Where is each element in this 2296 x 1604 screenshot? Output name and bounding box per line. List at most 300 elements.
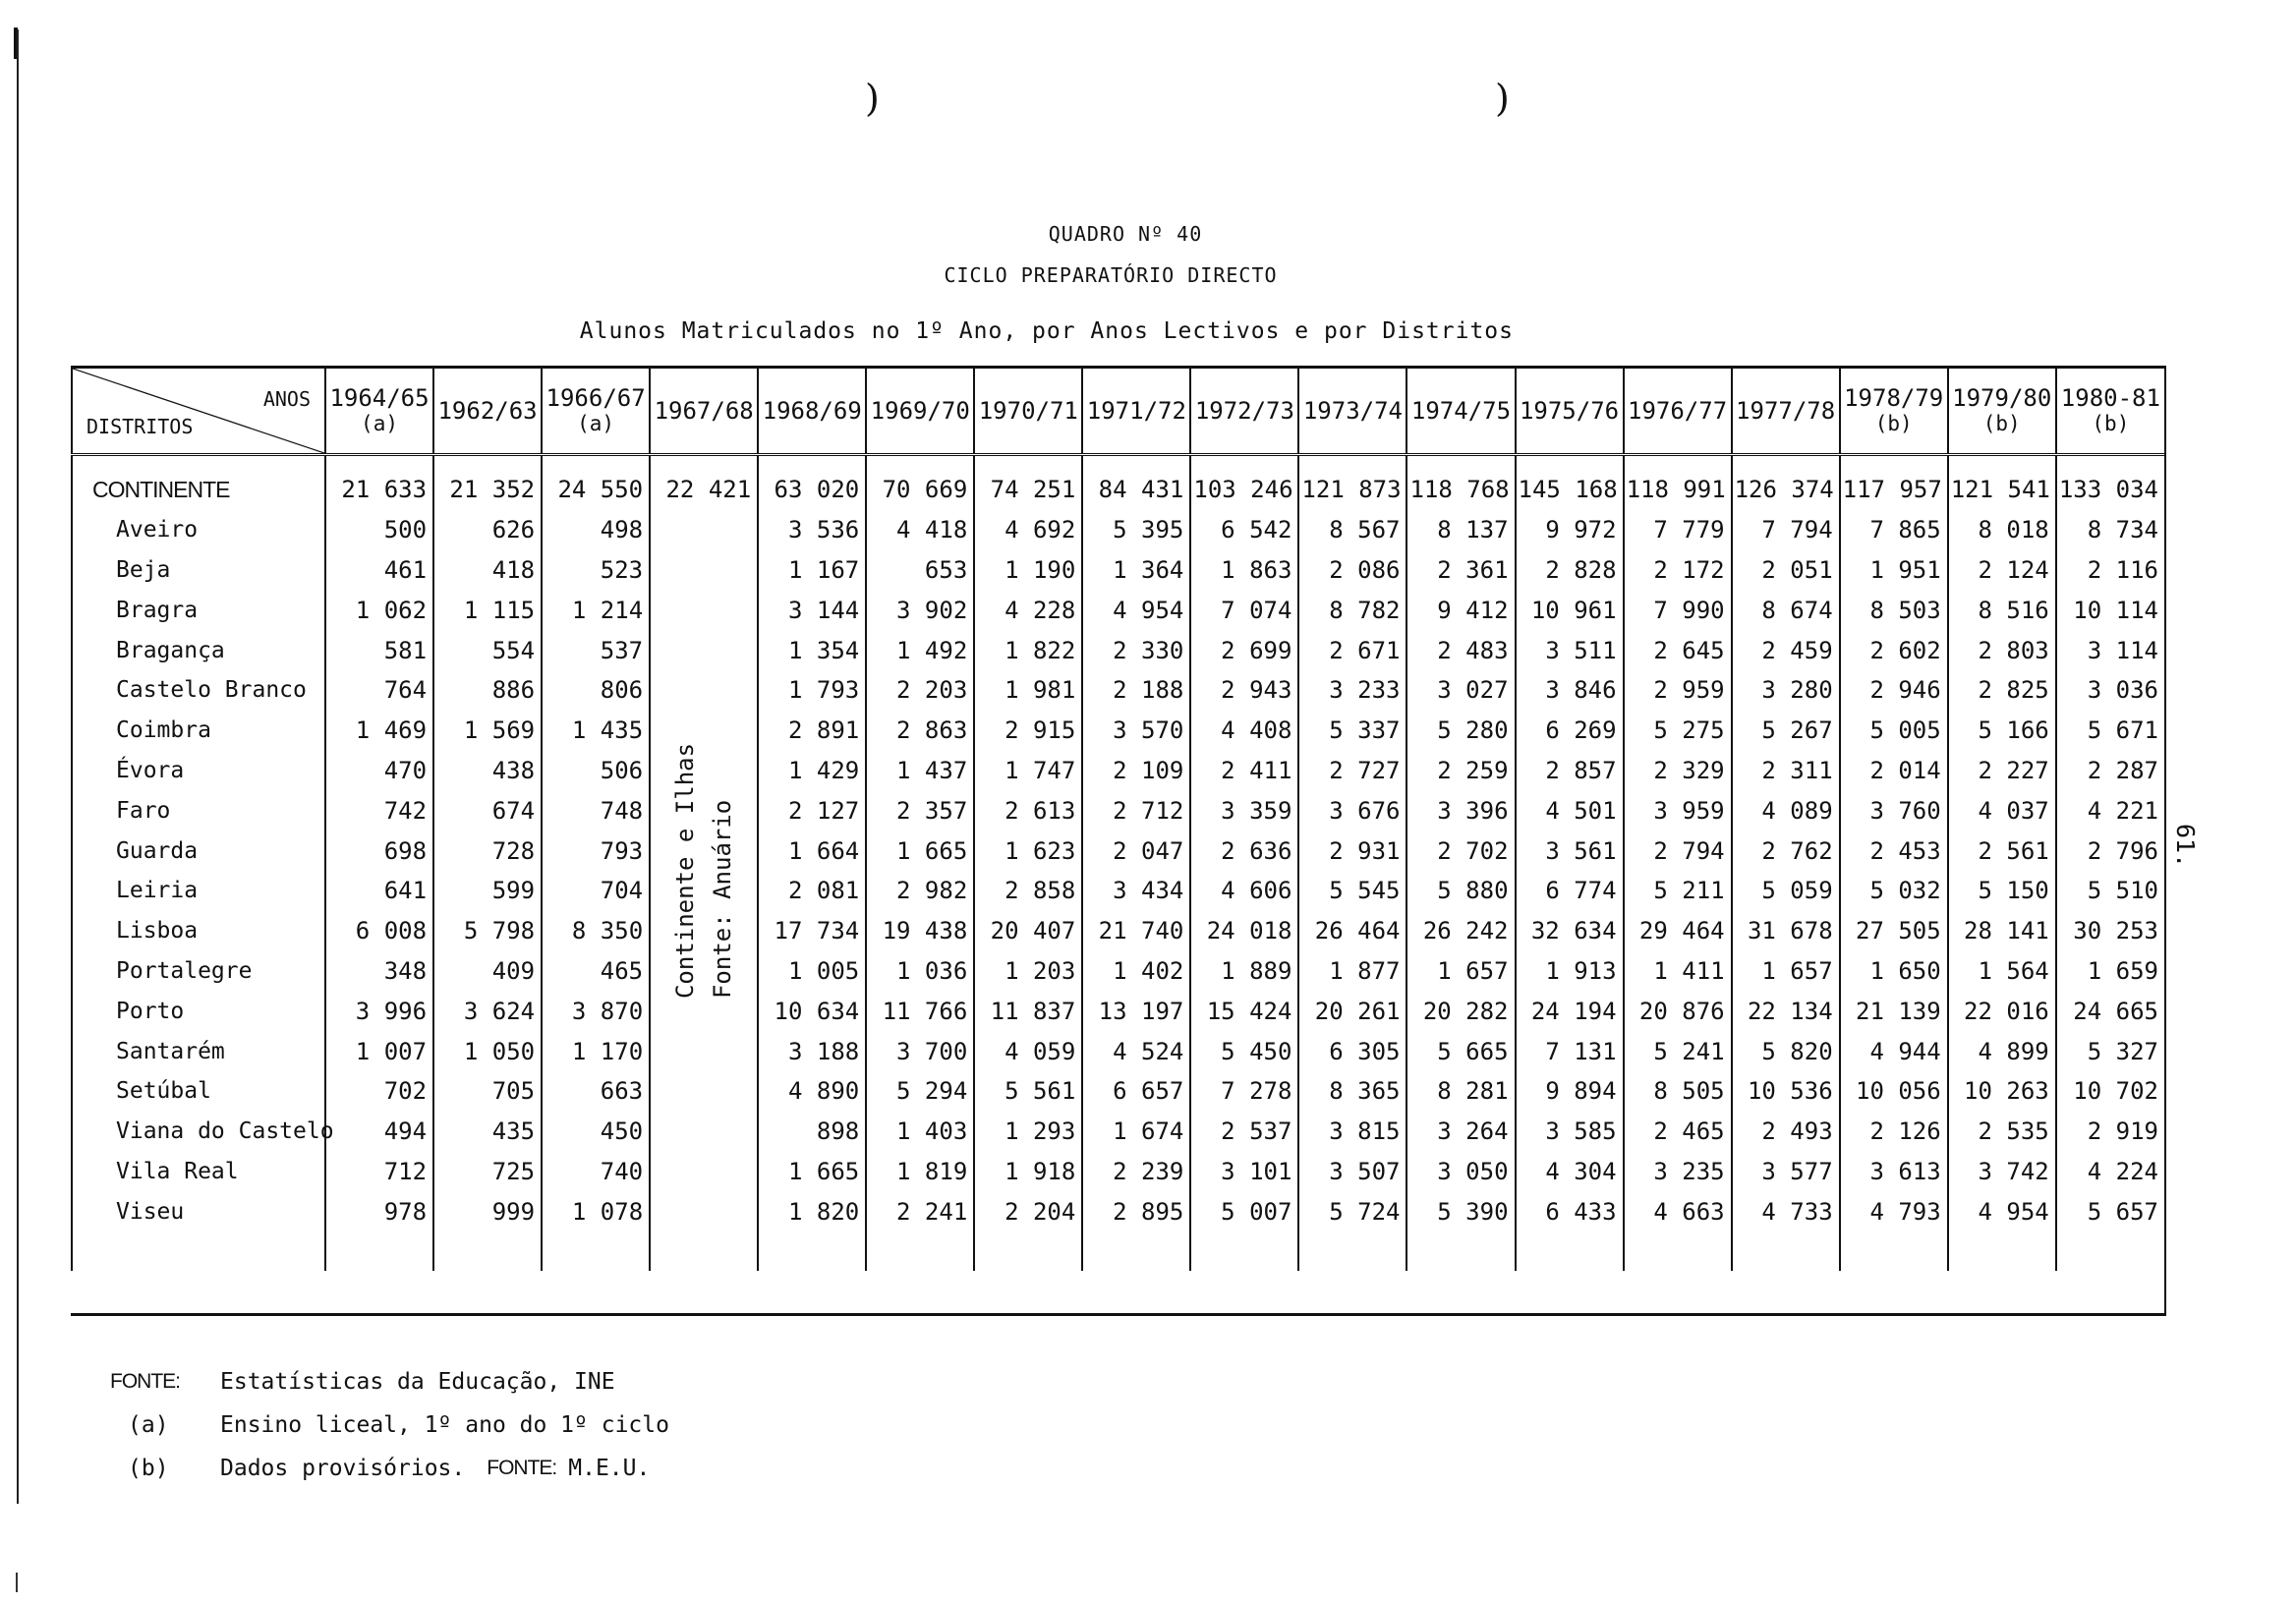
enrollment-value-cell: 3 359: [1190, 790, 1298, 831]
enrollment-value-cell: 2 895: [1082, 1191, 1190, 1232]
enrollment-value-cell: 1 889: [1190, 951, 1298, 992]
enrollment-value-cell: 8 516: [1948, 590, 2056, 630]
enrollment-value-cell: 764: [325, 670, 433, 711]
year-column-header: [1840, 368, 1948, 455]
enrollment-value-cell: 8 503: [1840, 590, 1948, 630]
enrollment-value-cell: 2 453: [1840, 831, 1948, 871]
enrollment-value-cell: 1 822: [974, 630, 1082, 670]
enrollment-value-cell: 2 124: [1948, 550, 2056, 591]
enrollment-value-cell: 103 246: [1190, 455, 1298, 510]
enrollment-value-cell: 7 074: [1190, 590, 1298, 630]
enrollment-value-cell: 3 585: [1516, 1112, 1624, 1152]
enrollment-value-cell: 5 671: [2056, 711, 2164, 751]
year-column-header: [1190, 368, 1298, 455]
enrollment-value-cell: 2 081: [758, 871, 866, 911]
enrollment-value-cell: 2 493: [1732, 1112, 1840, 1152]
enrollment-value-cell: 3 235: [1624, 1152, 1732, 1192]
enrollment-value-cell: 1 623: [974, 831, 1082, 871]
enrollment-value-cell: 461: [325, 550, 433, 591]
enrollment-value-cell: 2 699: [1190, 630, 1298, 670]
enrollment-value-cell: 4 221: [2056, 790, 2164, 831]
enrollment-value-cell: 2 863: [866, 711, 974, 751]
enrollment-value-cell: 22 421: [650, 455, 758, 510]
enrollment-value-cell: 1 005: [758, 951, 866, 992]
enrollment-value-cell: 3 114: [2056, 630, 2164, 670]
enrollment-value-cell: 500: [325, 510, 433, 550]
enrollment-value-cell: 450: [542, 1112, 650, 1152]
enrollment-value-cell: 663: [542, 1071, 650, 1112]
enrollment-value-cell: 1 819: [866, 1152, 974, 1192]
enrollment-value-cell: 8 137: [1406, 510, 1515, 550]
enrollment-value-cell: 4 733: [1732, 1191, 1840, 1232]
source-note-line-2: Fonte: Anuário: [709, 799, 737, 1000]
enrollment-value-cell: 1 078: [542, 1191, 650, 1232]
enrollment-value-cell: 3 760: [1840, 790, 1948, 831]
footnote-source: [110, 1360, 669, 1404]
year-note: (b): [1874, 412, 1913, 435]
enrollment-value-cell: 118 768: [1406, 455, 1515, 510]
enrollment-value-cell: 494: [325, 1112, 433, 1152]
year-column-header: [325, 368, 433, 455]
enrollment-value-cell: 11 766: [866, 991, 974, 1031]
enrollment-value-cell: 2 702: [1406, 831, 1515, 871]
enrollment-value-cell: 20 261: [1298, 991, 1406, 1031]
enrollment-value-cell: 418: [433, 550, 542, 591]
enrollment-value-cell: 2 051: [1732, 550, 1840, 591]
enrollment-value-cell: 1 190: [974, 550, 1082, 591]
year-column-header: [650, 368, 758, 455]
enrollment-value-cell: 1 115: [433, 590, 542, 630]
year-label: 1976/77: [1628, 397, 1728, 425]
enrollment-value-cell: 3 101: [1190, 1152, 1298, 1192]
enrollment-value-cell: 7 865: [1840, 510, 1948, 550]
enrollment-value-cell: 21 352: [433, 455, 542, 510]
enrollment-value-cell: 32 634: [1516, 911, 1624, 951]
enrollment-value-cell: 725: [433, 1152, 542, 1192]
year-label: 1968/69: [762, 397, 862, 425]
enrollment-value-cell: 1 650: [1840, 951, 1948, 992]
enrollment-value-cell: 2 329: [1624, 751, 1732, 791]
year-column-header: [758, 368, 866, 455]
enrollment-value-cell: 6 542: [1190, 510, 1298, 550]
district-row: [72, 510, 2164, 550]
enrollment-value-cell: 5 450: [1190, 1031, 1298, 1071]
district-name: Setúbal: [72, 1071, 325, 1112]
enrollment-value-cell: 2 915: [974, 711, 1082, 751]
year-label: 1962/63: [437, 397, 538, 425]
year-label: 1966/67: [545, 384, 646, 412]
enrollment-value-cell: 6 305: [1298, 1031, 1406, 1071]
district-row: [72, 1191, 2164, 1232]
enrollment-value-cell: 4 501: [1516, 790, 1624, 831]
enrollment-value-cell: 4 663: [1624, 1191, 1732, 1232]
enrollment-value-cell: 5 280: [1406, 711, 1515, 751]
enrollment-value-cell: 2 794: [1624, 831, 1732, 871]
spacer-cell: [1732, 1232, 1840, 1271]
enrollment-value-cell: 9 894: [1516, 1071, 1624, 1112]
enrollment-value-cell: 4 899: [1948, 1031, 2056, 1071]
enrollment-value-cell: 5 665: [1406, 1031, 1515, 1071]
enrollment-value-cell: 1 820: [758, 1191, 866, 1232]
enrollment-value-cell: 10 263: [1948, 1071, 2056, 1112]
enrollment-value-cell: 3 280: [1732, 670, 1840, 711]
enrollment-value-cell: 2 803: [1948, 630, 2056, 670]
enrollment-value-cell: 1 050: [433, 1031, 542, 1071]
enrollment-value-cell: 9 412: [1406, 590, 1515, 630]
district-row: [72, 991, 2164, 1031]
district-row: [72, 751, 2164, 791]
enrollment-value-cell: 2 172: [1624, 550, 1732, 591]
enrollment-value-cell: 999: [433, 1191, 542, 1232]
enrollment-value-cell: 10 961: [1516, 590, 1624, 630]
enrollment-value-cell: 712: [325, 1152, 433, 1192]
enrollment-value-cell: 70 669: [866, 455, 974, 510]
enrollment-value-cell: 1 747: [974, 751, 1082, 791]
enrollment-value-cell: 63 020: [758, 455, 866, 510]
year-label: 1967/68: [654, 397, 754, 425]
enrollment-value-cell: 3 870: [542, 991, 650, 1031]
enrollment-value-cell: 498: [542, 510, 650, 550]
enrollment-value-cell: 2 126: [1840, 1112, 1948, 1152]
district-row: [72, 1112, 2164, 1152]
enrollment-value-cell: 2 204: [974, 1191, 1082, 1232]
district-name: Santarém: [72, 1031, 325, 1071]
year-note: (a): [361, 412, 398, 435]
enrollment-value-cell: 5 561: [974, 1071, 1082, 1112]
district-name: Vila Real: [72, 1152, 325, 1192]
enrollment-value-cell: 1 062: [325, 590, 433, 630]
enrollment-value-cell: 17 734: [758, 911, 866, 951]
enrollment-value-cell: 2 645: [1624, 630, 1732, 670]
enrollment-value-cell: 1 036: [866, 951, 974, 992]
year-note: (a): [577, 412, 615, 435]
spacer-cell: [866, 1232, 974, 1271]
year-label: 1972/73: [1194, 397, 1294, 425]
enrollment-value-cell: 1 403: [866, 1112, 974, 1152]
spacer-cell: [1516, 1232, 1624, 1271]
enrollment-value-cell: 8 505: [1624, 1071, 1732, 1112]
district-row: [72, 670, 2164, 711]
enrollment-value-cell: 506: [542, 751, 650, 791]
footnote-a: [110, 1404, 669, 1447]
year-column-header: [542, 368, 650, 455]
year-label: 1978/79: [1844, 384, 1944, 412]
enrollment-value-cell: 26 242: [1406, 911, 1515, 951]
enrollment-value-cell: 742: [325, 790, 433, 831]
enrollment-value-cell: 8 674: [1732, 590, 1840, 630]
spacer-cell: [1082, 1232, 1190, 1271]
enrollment-value-cell: 2 361: [1406, 550, 1515, 591]
enrollment-value-cell: 13 197: [1082, 991, 1190, 1031]
source-note-cell: [650, 510, 758, 1232]
enrollment-value-cell: 2 188: [1082, 670, 1190, 711]
district-name: Aveiro: [72, 510, 325, 550]
enrollment-value-cell: 523: [542, 550, 650, 591]
footnote-b-source-label: FONTE:: [487, 1457, 557, 1479]
enrollment-value-cell: 674: [433, 790, 542, 831]
table-body: [72, 455, 2164, 1272]
year-column-header: [1948, 368, 2056, 455]
enrollment-value-cell: 2 943: [1190, 670, 1298, 711]
enrollment-value-cell: 2 857: [1516, 751, 1624, 791]
enrollment-value-cell: 3 846: [1516, 670, 1624, 711]
district-name: Bragança: [72, 630, 325, 670]
spacer-cell: [542, 1232, 650, 1271]
enrollment-value-cell: 3 700: [866, 1031, 974, 1071]
enrollment-value-cell: 728: [433, 831, 542, 871]
year-label: 1977/78: [1736, 397, 1836, 425]
year-column-header: [1732, 368, 1840, 455]
enrollment-value-cell: 978: [325, 1191, 433, 1232]
enrollment-value-cell: 1 664: [758, 831, 866, 871]
enrollment-value-cell: 5 657: [2056, 1191, 2164, 1232]
district-name: Portalegre: [72, 951, 325, 992]
district-name: Bragra: [72, 590, 325, 630]
enrollment-value-cell: 3 570: [1082, 711, 1190, 751]
footnote-b-source-text: M.E.U.: [568, 1456, 651, 1481]
enrollment-value-cell: 145 168: [1516, 455, 1624, 510]
enrollment-value-cell: 1 364: [1082, 550, 1190, 591]
enrollment-value-cell: 898: [758, 1112, 866, 1152]
district-row: [72, 1071, 2164, 1112]
enrollment-value-cell: 5 032: [1840, 871, 1948, 911]
enrollment-value-cell: 2 982: [866, 871, 974, 911]
source-note-line-1: Continente e Ilhas: [671, 742, 700, 1000]
enrollment-value-cell: 409: [433, 951, 542, 992]
year-column-header: [974, 368, 1082, 455]
enrollment-value-cell: 4 224: [2056, 1152, 2164, 1192]
enrollment-value-cell: 4 524: [1082, 1031, 1190, 1071]
enrollment-value-cell: 2 825: [1948, 670, 2056, 711]
district-name: CONTINENTE: [72, 455, 325, 510]
enrollment-value-cell: 465: [542, 951, 650, 992]
district-row: [72, 871, 2164, 911]
enrollment-value-cell: 5 059: [1732, 871, 1840, 911]
enrollment-value-cell: 2 796: [2056, 831, 2164, 871]
enrollment-value-cell: 2 613: [974, 790, 1082, 831]
district-name: Faro: [72, 790, 325, 831]
spacer-cell: [325, 1232, 433, 1271]
enrollment-value-cell: 1 793: [758, 670, 866, 711]
footnotes: [110, 1360, 669, 1490]
enrollment-value-cell: 2 712: [1082, 790, 1190, 831]
year-note: (b): [2092, 412, 2130, 435]
continent-total-row: [72, 455, 2164, 510]
spacer-cell: [1190, 1232, 1298, 1271]
enrollment-value-cell: 7 278: [1190, 1071, 1298, 1112]
enrollment-value-cell: 748: [542, 790, 650, 831]
footnote-b-text: Dados provisórios.: [220, 1456, 466, 1481]
enrollment-value-cell: 3 676: [1298, 790, 1406, 831]
enrollment-value-cell: 5 510: [2056, 871, 2164, 911]
enrollment-value-cell: 4 408: [1190, 711, 1298, 751]
enrollment-value-cell: 3 050: [1406, 1152, 1515, 1192]
enrollment-value-cell: 1 951: [1840, 550, 1948, 591]
enrollment-value-cell: 2 411: [1190, 751, 1298, 791]
enrollment-value-cell: 1 354: [758, 630, 866, 670]
enrollment-value-cell: 2 636: [1190, 831, 1298, 871]
enrollment-value-cell: 5 820: [1732, 1031, 1840, 1071]
enrollment-value-cell: 84 431: [1082, 455, 1190, 510]
spacer-cell: [1948, 1232, 2056, 1271]
enrollment-value-cell: 1 469: [325, 711, 433, 751]
table-header-row: [72, 368, 2164, 455]
enrollment-value-cell: 348: [325, 951, 433, 992]
enrollment-value-cell: 1 435: [542, 711, 650, 751]
enrollment-value-cell: 1 981: [974, 670, 1082, 711]
enrollment-value-cell: 7 794: [1732, 510, 1840, 550]
spacer-cell: [1406, 1232, 1515, 1271]
enrollment-value-cell: 2 727: [1298, 751, 1406, 791]
enrollment-value-cell: 599: [433, 871, 542, 911]
enrollment-value-cell: 1 411: [1624, 951, 1732, 992]
district-name: Viana do Castelo: [72, 1112, 325, 1152]
district-row: [72, 911, 2164, 951]
enrollment-value-cell: 438: [433, 751, 542, 791]
footnote-b-label: (b): [128, 1456, 169, 1481]
footnote-source-text: Estatísticas da Educação, INE: [220, 1369, 615, 1395]
spacer-cell: [72, 1232, 325, 1271]
district-row: [72, 951, 2164, 992]
enrollment-value-cell: 1 564: [1948, 951, 2056, 992]
year-column-header: [1406, 368, 1515, 455]
enrollment-value-cell: 626: [433, 510, 542, 550]
enrollment-value-cell: 1 657: [1406, 951, 1515, 992]
enrollment-value-cell: 2 086: [1298, 550, 1406, 591]
enrollment-value-cell: 31 678: [1732, 911, 1840, 951]
district-row: [72, 630, 2164, 670]
enrollment-value-cell: 2 946: [1840, 670, 1948, 711]
enrollment-value-cell: 20 876: [1624, 991, 1732, 1031]
district-name: Lisboa: [72, 911, 325, 951]
district-name: Beja: [72, 550, 325, 591]
enrollment-value-cell: 10 114: [2056, 590, 2164, 630]
enrollment-value-cell: 3 188: [758, 1031, 866, 1071]
enrollment-value-cell: 24 550: [542, 455, 650, 510]
enrollment-value-cell: 2 239: [1082, 1152, 1190, 1192]
year-label: 1980-81: [2060, 384, 2160, 412]
enrollment-value-cell: 554: [433, 630, 542, 670]
enrollment-value-cell: 2 537: [1190, 1112, 1298, 1152]
enrollment-value-cell: 29 464: [1624, 911, 1732, 951]
enrollment-table-container: [71, 366, 2166, 1316]
enrollment-value-cell: 28 141: [1948, 911, 2056, 951]
enrollment-value-cell: 8 365: [1298, 1071, 1406, 1112]
enrollment-value-cell: 21 139: [1840, 991, 1948, 1031]
enrollment-value-cell: 5 007: [1190, 1191, 1298, 1232]
enrollment-value-cell: 9 972: [1516, 510, 1624, 550]
enrollment-value-cell: 641: [325, 871, 433, 911]
year-column-header: [1624, 368, 1732, 455]
enrollment-value-cell: 702: [325, 1071, 433, 1112]
enrollment-value-cell: 22 134: [1732, 991, 1840, 1031]
enrollment-value-cell: 653: [866, 550, 974, 591]
enrollment-value-cell: 806: [542, 670, 650, 711]
enrollment-value-cell: 2 959: [1624, 670, 1732, 711]
enrollment-value-cell: 3 536: [758, 510, 866, 550]
corner-label-districts: DISTRITOS: [86, 415, 194, 438]
enrollment-value-cell: 117 957: [1840, 455, 1948, 510]
enrollment-value-cell: 4 954: [1948, 1191, 2056, 1232]
enrollment-value-cell: 2 762: [1732, 831, 1840, 871]
enrollment-value-cell: 19 438: [866, 911, 974, 951]
enrollment-value-cell: 5 241: [1624, 1031, 1732, 1071]
district-name: Évora: [72, 751, 325, 791]
district-row: [72, 590, 2164, 630]
enrollment-value-cell: 2 561: [1948, 831, 2056, 871]
binding-mark-right: ): [1495, 77, 1510, 120]
enrollment-value-cell: 15 424: [1190, 991, 1298, 1031]
enrollment-value-cell: 3 815: [1298, 1112, 1406, 1152]
enrollment-value-cell: 4 418: [866, 510, 974, 550]
enrollment-value-cell: 5 880: [1406, 871, 1515, 911]
district-name: Viseu: [72, 1191, 325, 1232]
enrollment-value-cell: 24 665: [2056, 991, 2164, 1031]
enrollment-value-cell: 1 007: [325, 1031, 433, 1071]
enrollment-value-cell: 121 541: [1948, 455, 2056, 510]
enrollment-value-cell: 740: [542, 1152, 650, 1192]
enrollment-value-cell: 6 008: [325, 911, 433, 951]
enrollment-value-cell: 5 294: [866, 1071, 974, 1112]
enrollment-value-cell: 2 014: [1840, 751, 1948, 791]
year-column-header: [2056, 368, 2164, 455]
enrollment-value-cell: 886: [433, 670, 542, 711]
enrollment-value-cell: 2 047: [1082, 831, 1190, 871]
enrollment-value-cell: 581: [325, 630, 433, 670]
corner-header-cell: [72, 368, 325, 455]
district-row: [72, 1152, 2164, 1192]
enrollment-value-cell: 2 127: [758, 790, 866, 831]
spacer-cell: [433, 1232, 542, 1271]
enrollment-value-cell: 74 251: [974, 455, 1082, 510]
enrollment-value-cell: 4 059: [974, 1031, 1082, 1071]
year-label: 1970/71: [978, 397, 1078, 425]
enrollment-value-cell: 4 954: [1082, 590, 1190, 630]
year-column-header: [1298, 368, 1406, 455]
enrollment-value-cell: 1 293: [974, 1112, 1082, 1152]
table-title: CICLO PREPARATÓRIO DIRECTO: [944, 263, 1278, 287]
enrollment-value-cell: 5 390: [1406, 1191, 1515, 1232]
enrollment-value-cell: 3 264: [1406, 1112, 1515, 1152]
page-edge-line: [17, 29, 19, 1504]
enrollment-value-cell: 1 657: [1732, 951, 1840, 992]
enrollment-value-cell: 3 233: [1298, 670, 1406, 711]
year-label: 1964/65: [329, 384, 430, 412]
district-row: [72, 550, 2164, 591]
enrollment-value-cell: 435: [433, 1112, 542, 1152]
spacer-cell: [1624, 1232, 1732, 1271]
enrollment-value-cell: 118 991: [1624, 455, 1732, 510]
spacer-cell: [2056, 1232, 2164, 1271]
enrollment-table: [71, 366, 2164, 1271]
enrollment-value-cell: 2 330: [1082, 630, 1190, 670]
enrollment-value-cell: 3 742: [1948, 1152, 2056, 1192]
enrollment-value-cell: 4 692: [974, 510, 1082, 550]
enrollment-value-cell: 2 459: [1732, 630, 1840, 670]
enrollment-value-cell: 8 018: [1948, 510, 2056, 550]
enrollment-value-cell: 5 267: [1732, 711, 1840, 751]
enrollment-value-cell: 126 374: [1732, 455, 1840, 510]
enrollment-value-cell: 10 056: [1840, 1071, 1948, 1112]
enrollment-value-cell: 27 505: [1840, 911, 1948, 951]
enrollment-value-cell: 121 873: [1298, 455, 1406, 510]
enrollment-value-cell: 5 798: [433, 911, 542, 951]
enrollment-value-cell: 5 327: [2056, 1031, 2164, 1071]
year-label: 1971/72: [1086, 397, 1186, 425]
footnote-a-text: Ensino liceal, 1º ano do 1º ciclo: [220, 1412, 669, 1438]
enrollment-value-cell: 8 350: [542, 911, 650, 951]
enrollment-value-cell: 2 287: [2056, 751, 2164, 791]
